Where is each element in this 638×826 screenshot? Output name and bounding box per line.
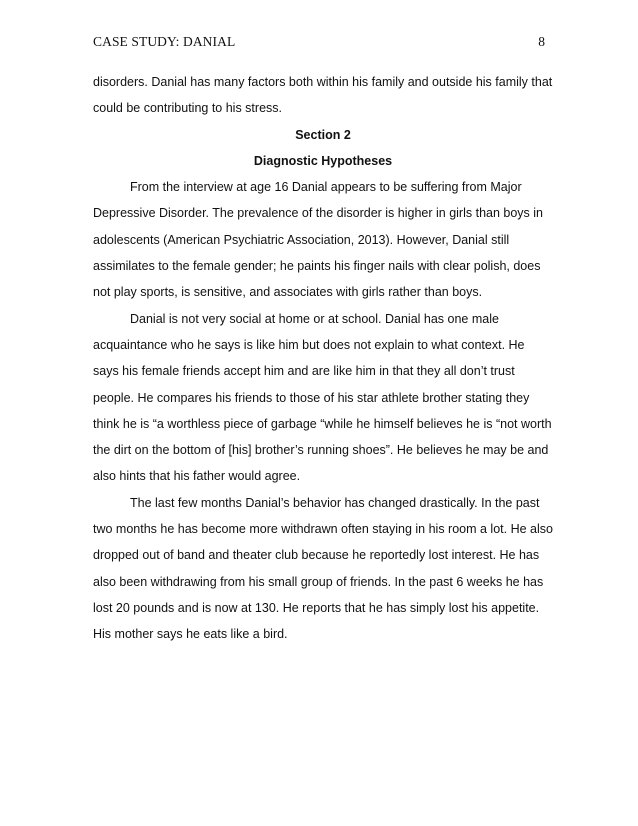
paragraph-behavior: The last few months Danial’s behavior has changed drastically. In the past two months he has become more withdrawn often staying in his room a lot. He also dropped out of band and theater club because he reportedly lost interest. He has also been withdrawing from his small group of friends. In the past 6 weeks he has lost 20 pounds and is now at 130. He reports that he has simply lost his appetite. His mother says he eats like a bird. [93,495,553,642]
running-head-title: CASE STUDY: DANIAL [93,34,236,49]
running-head [93,34,545,54]
paragraph-social: Danial is not very social at home or at school. Danial has one male acquaintance who he says is like him but does not explain to what context. He says his female friends accept him and are like him in that they all don’t trust people. He compares his friends to those of his star athlete brother stating they think he is “a worthless piece of garbage “while he himself believes he is “not worth the dirt on the bottom of [his] brother’s running shoes”. He believes he may be and also hints that his father would agree. [93,311,552,484]
body-text [93,69,553,648]
section-title: Section 2 [295,127,351,142]
paragraph-diagnosis: From the interview at age 16 Danial appears to be suffering from Major Depressive Disorder. The prevalence of the disorder is higher in girls than boys in adolescents (American Psychiatric Association, 2013). However, Danial still assimilates to the female gender; he paints his finger nails with clear polish, does not play sports, is sensitive, and associates with girls rather than boys. [93,180,543,300]
section-subtitle: Diagnostic Hypotheses [253,153,393,168]
page-number: 8 [538,34,545,49]
continuation-paragraph: disorders. Danial has many factors both within his family and outside his family that could be contributing to his stress. [93,75,553,116]
